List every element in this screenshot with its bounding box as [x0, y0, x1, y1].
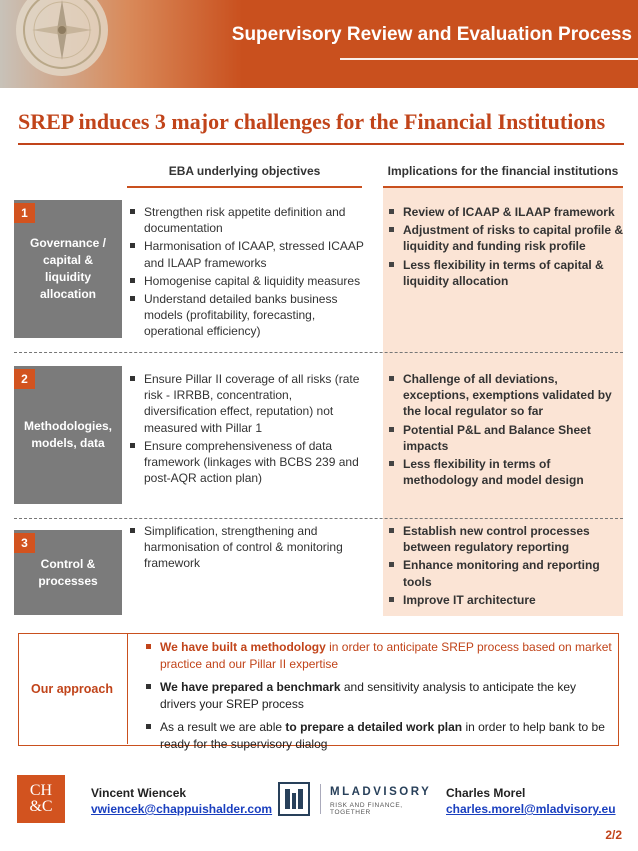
list-item: We have built a methodology in order to anticipate SREP process based on market practice and our Pillar II expertise: [143, 639, 613, 672]
header-title: Supervisory Review and Evaluation Process: [231, 24, 632, 45]
implications-list-methodologies: [386, 371, 626, 490]
column-underline-eba: [127, 186, 362, 188]
approach-box: [18, 633, 619, 751]
page-number: 2/2: [605, 828, 622, 842]
category-number-badge: 1: [14, 203, 35, 223]
list-item: As a result we are able to prepare a detailed work plan in order to help bank to be ready for the supervisory dialog: [143, 719, 613, 752]
list-item: Less flexibility in terms of capital & liquidity allocation: [386, 257, 626, 289]
mladvisory-tagline: RISK AND FINANCE, TOGETHER: [330, 802, 403, 816]
header-banner: [0, 0, 638, 88]
category-label: Methodologies, models, data: [24, 419, 112, 450]
section-divider: [14, 352, 623, 353]
contact-left: [91, 786, 272, 816]
implications-list-control: [386, 523, 626, 610]
page-title: SREP induces 3 major challenges for the Financial Institutions: [18, 109, 606, 134]
list-item: Simplification, strengthening and harmonisation of control & monitoring framework: [127, 523, 367, 572]
list-item: Improve IT architecture: [386, 592, 626, 608]
list-item: Challenge of all deviations, exceptions, exemptions validated by the local regulator so far: [386, 371, 626, 420]
chappuis-halder-logo: CH &C: [17, 775, 65, 823]
contact-email-link[interactable]: charles.morel@mladvisory.eu: [446, 802, 616, 816]
list-item: Strengthen risk appetite definition and documentation: [127, 204, 367, 236]
mladvisory-name: MLADVISORY: [330, 786, 432, 798]
contact-name: Vincent Wiencek: [91, 786, 187, 800]
title-divider: [18, 143, 624, 145]
list-item: Ensure comprehensiveness of data framework (linkages with BCBS 239 and post-AQR action plan): [127, 438, 367, 487]
category-label: Control & processes: [38, 556, 98, 588]
category-label: Governance / capital & liquidity allocation: [29, 236, 107, 301]
list-item: Ensure Pillar II coverage of all risks (rate risk - IRRBB, concentration, diversification effect, reputation) not measured with Pillar 1: [127, 371, 367, 436]
header-rule: [340, 58, 638, 60]
section-divider: [14, 518, 623, 519]
contact-name: Charles Morel: [446, 786, 526, 800]
contact-email-link[interactable]: vwiencek@chappuishalder.com: [91, 802, 273, 816]
objectives-list-methodologies: [127, 371, 367, 488]
approach-label: Our approach: [31, 682, 113, 696]
mladvisory-mark-icon: [278, 782, 310, 816]
category-number-badge: 2: [14, 369, 35, 389]
approach-divider: [127, 634, 128, 744]
logo-separator: [320, 784, 321, 814]
list-item: Enhance monitoring and reporting tools: [386, 557, 626, 589]
approach-list: [143, 639, 613, 759]
column-header-implications: Implications for the financial institutions: [387, 164, 619, 178]
list-item: Less flexibility in terms of methodology and model design: [386, 456, 626, 488]
list-item: Harmonisation of ICAAP, stressed ICAAP and ILAAP frameworks: [127, 238, 367, 270]
list-item: Homogenise capital & liquidity measures: [127, 273, 367, 289]
list-item: We have prepared a benchmark and sensitivity analysis to anticipate the key drivers your SREP process: [143, 679, 613, 712]
column-header-eba: EBA underlying objectives: [168, 164, 321, 178]
implications-list-governance: [386, 204, 626, 291]
list-item: Establish new control processes between regulatory reporting: [386, 523, 626, 555]
list-item: Review of ICAAP & ILAAP framework: [386, 204, 626, 220]
mladvisory-logo: [278, 782, 438, 822]
list-item: Understand detailed banks business models (profitability, forecasting, operational efficiency): [127, 291, 367, 340]
objectives-list-control: [127, 523, 367, 574]
list-item: Potential P&L and Balance Sheet impacts: [386, 422, 626, 454]
category-number-badge: 3: [14, 533, 35, 553]
contact-right: [446, 786, 616, 816]
objectives-list-governance: [127, 204, 367, 342]
compass-image: [0, 0, 140, 88]
list-item: Adjustment of risks to capital profile & liquidity and funding risk profile: [386, 222, 626, 254]
